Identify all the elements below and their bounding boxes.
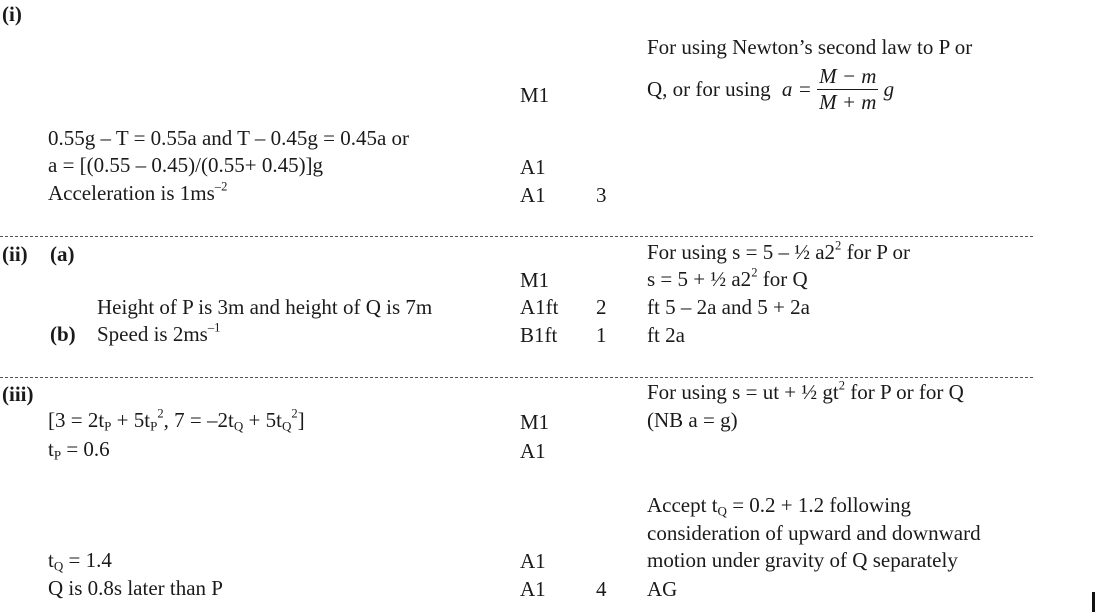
part-iii-conclusion: Q is 0.8s later than P	[48, 576, 223, 600]
part-iii-note-line1	[647, 378, 964, 404]
eq-text: [3 = 2t	[48, 408, 105, 432]
eq-text: , 7 = –2t	[163, 408, 234, 432]
formula-fraction	[817, 66, 878, 113]
note-text: for P or	[841, 240, 910, 264]
part-i-mark-a1: A1	[520, 155, 546, 179]
part-iii-note-line2: (NB a = g)	[647, 408, 738, 432]
part-i-label: (i)	[2, 2, 22, 26]
part-iii-mark-a1: A1	[520, 439, 546, 463]
part-i-working-equations: 0.55g – T = 0.55a and T – 0.45g = 0.45a or	[48, 126, 410, 150]
eq-subscript: Q	[53, 558, 64, 574]
part-iii-accept-note	[647, 493, 912, 519]
note-text: Accept t	[647, 493, 718, 517]
formula-denominator: M + m	[819, 90, 877, 114]
part-iii-mark-a1-2: A1	[520, 549, 546, 573]
part-ii-b-label: (b)	[50, 322, 76, 346]
eq-exponent: 2	[157, 406, 164, 421]
part-iii-mark-m1: M1	[520, 410, 550, 434]
eq-text: t	[48, 548, 54, 572]
note-text: For using s = ut + ½ gt	[647, 380, 839, 404]
answer-text: Speed is 2ms	[97, 322, 208, 346]
eq-text: + 5t	[243, 408, 282, 432]
formula-numerator: M − m	[819, 64, 877, 88]
part-i-mark-a1-2: A1	[520, 183, 546, 207]
part-ii-a-total: 2	[596, 295, 607, 319]
eq-subscript: P	[53, 447, 62, 463]
part-iii-total: 4	[596, 577, 607, 601]
eq-text: = 1.4	[63, 548, 112, 572]
part-ii-label: (ii)	[2, 242, 28, 266]
part-ii-a-label: (a)	[50, 242, 75, 266]
part-iii-note-line5: motion under gravity of Q separately	[647, 548, 958, 572]
part-ii-mark-b1ft: B1ft	[520, 323, 558, 347]
part-i-mark-m1: M1	[520, 83, 550, 107]
eq-text: = 0.6	[61, 437, 110, 461]
part-iii-equations	[48, 406, 305, 434]
note-exponent: 2	[751, 265, 758, 280]
note-subscript: Q	[717, 503, 727, 519]
formula-lhs: a =	[781, 77, 812, 101]
part-iii-note-line4: consideration of upward and downward	[647, 521, 981, 545]
note-exponent: 2	[838, 378, 846, 393]
part-iii-mark-a1-3: A1	[520, 577, 546, 601]
part-i-note-line2	[647, 66, 894, 113]
note-prefix: Q, or for using	[647, 77, 771, 101]
divider-dashed	[0, 236, 1033, 237]
eq-text: t	[48, 437, 54, 461]
part-i-working-acceleration-formula: a = [(0.55 – 0.45)/(0.55+ 0.45)]g	[48, 153, 324, 177]
eq-exponent: 2	[291, 406, 298, 421]
part-ii-mark-m1: M1	[520, 268, 550, 292]
divider-dashed	[0, 377, 1033, 378]
eq-subscript: Q	[281, 418, 292, 434]
eq-text: + 5t	[111, 408, 151, 432]
part-ii-note-line2	[647, 265, 808, 291]
part-i-total: 3	[596, 183, 607, 207]
eq-subscript: P	[150, 418, 158, 434]
part-ii-a-answer: Height of P is 3m and height of Q is 7m	[97, 295, 433, 319]
formula-suffix: g	[883, 77, 895, 101]
answer-exponent: –2	[214, 179, 228, 194]
part-ii-b-answer	[97, 320, 221, 346]
eq-subscript: P	[104, 418, 112, 434]
answer-text: Acceleration is 1ms	[48, 181, 215, 205]
part-iii-label: (iii)	[2, 382, 34, 406]
note-text: For using s = 5 – ½ a2	[647, 240, 836, 264]
part-i-note-line1: For using Newton’s second law to P or	[647, 35, 973, 59]
part-ii-note-line3: ft 5 – 2a and 5 + 2a	[647, 295, 810, 319]
note-text: for P or for Q	[845, 380, 964, 404]
part-ii-mark-a1ft: A1ft	[520, 295, 559, 319]
note-text: = 0.2 + 1.2 following	[726, 493, 912, 517]
eq-subscript: Q	[233, 418, 244, 434]
part-iii-note-ag: AG	[647, 577, 678, 601]
text-cursor	[1092, 592, 1095, 612]
note-exponent: 2	[835, 238, 842, 253]
part-ii-b-total: 1	[596, 323, 607, 347]
part-iii-tp	[48, 437, 110, 463]
part-ii-note-line4: ft 2a	[647, 323, 685, 347]
part-ii-note-line1	[647, 238, 910, 264]
answer-exponent: –1	[207, 320, 221, 335]
note-text: s = 5 + ½ a2	[647, 267, 752, 291]
eq-text: ]	[297, 408, 305, 432]
part-i-answer	[48, 179, 228, 205]
note-text: for Q	[757, 267, 808, 291]
part-iii-tq	[48, 548, 112, 574]
